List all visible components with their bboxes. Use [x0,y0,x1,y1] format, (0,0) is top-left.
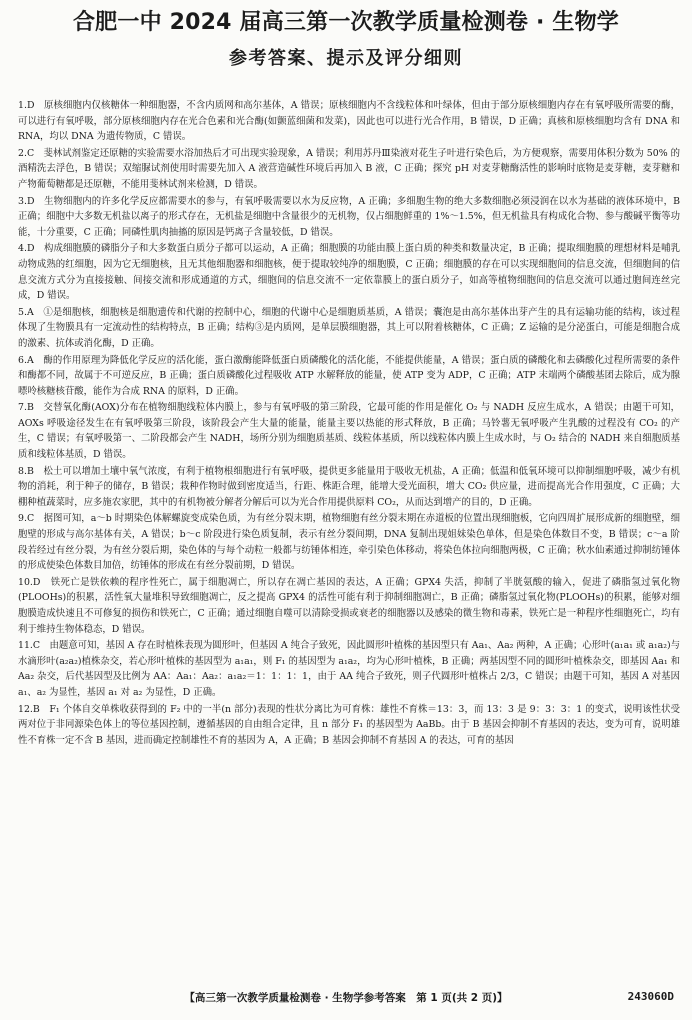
document-title: 合肥一中 2024 届高三第一次教学质量检测卷 · 生物学 [72,10,620,35]
page-footer [0,990,692,1008]
answer-item-12: 12.B F₁ 个体自交单株收获得到的 F₂ 中的一半(n 部分)表现的性状分离比为可育株：雄性不育株＝13：3，而 13：3 是 9：3：3：1 的变式，说明该性状受两对位于非同源染色体上的等位基因控制，遵循基因的自由组合定律，且 n 部分 F₁ 的基因型为 AaBb。由于 B 基因会抑制不育基因的表达，变为可育，说明雄性不育株一定不含 B 基因，进而确定控制雄性不育的基因为 A，A 正确；B 基因会抑制不育基因 A 的表达，可育的基因 [18,703,680,746]
answer-item-5: 5.A ①是细胞核，细胞核是细胞遗传和代谢的控制中心，细胞的代谢中心是细胞质基质，A 错误；囊泡是由高尔基体出芽产生的具有运输功能的结构，该过程体现了生物膜具有一定流动性的结构特点，B 正确；结构③是内质网，是单层膜细胞器，其上可以附着核糖体，C 正确；Z 运输的是分泌蛋白，可能是细胞合成的激素、抗体或消化酶，D 正确。 [18,306,680,349]
answer-item-3: 3.D 生物细胞内的许多化学反应都需要水的参与，有氧呼吸需要以水为反应物，A 正确；多细胞生物的绝大多数细胞必须浸润在以水为基础的液体环境中，B 正确；细胞中大多数无机盐以离子的形式存在，无机盐是细胞中含量很少的无机物，仅占细胞鲜重的 1%～1.5%，但无机盐具有构成化合物、参与酸碱平衡等功能，十分重要，C 正确；同磷性肌肉抽搐的原因是钙离子含量较低，D 错误。 [18,195,680,238]
answer-item-11: 11.C 由题意可知，基因 A 存在时植株表现为圆形叶，但基因 A 纯合子致死，因此圆形叶植株的基因型只有 Aa₁、Aa₂ 两种，A 正确；心形叶(a₁a₁ 或 a₁a₂)与水滴形叶(a₂a₂)植株杂交，若心形叶植株的基因型为 a₁a₁，则 F₁ 的基因型为 a₁a₂，均为心形叶植株，B 正确；两基因型不同的圆形叶植株杂交，即基因 Aa₁ 和 Aa₂ 杂交，后代基因型及比例为 AA：Aa₁：Aa₂：a₁a₂＝1：1：1：1，由于 AA 纯合子致死，则子代圆形叶植株占 2/3，C 错误；由题干可知，基因 A 对基因 a₁、a₂ 为显性，基因 a₁ 对 a₂ 为显性，D 正确。 [18,640,680,698]
answer-item-2: 2.C 斐林试剂鉴定还原糖的实验需要水浴加热后才可出现实验现象，A 错误；利用苏丹Ⅲ染液对花生子叶进行染色后，为方便观察，需要用体积分数为 50% 的酒精洗去浮色，B 错误；双缩脲试剂使用时需要先加入 A 液营造碱性环境后再加入 B 液，C 正确；探究 pH 对麦芽糖酶活性的影响时底物是麦芽糖，麦芽糖和产物葡萄糖都是还原糖，不能用斐林试剂来检测，D 错误。 [18,147,680,190]
answer-item-9: 9.C 据图可知，a～b 时期染色体解螺旋变成染色质，为有丝分裂末期，植物细胞有丝分裂末期在赤道板的位置出现细胞板，它向四周扩展形成新的细胞壁，细胞壁的形成与高尔基体有关，A 错误；b～c 阶段进行染色质复制，表示有丝分裂间期，DNA 复制出现姐妹染色单体，但是染色体数目不变，B 错误；c～a 阶段若经过有丝分裂，为有丝分裂后期，染色体的与每个动粒一般都与纺锤体相连，牵引染色体移动，将染色体拉向细胞两极，C 正确；秋水仙素通过抑制纺锤体的形成使染色体数目加倍，纺锤体的形成在有丝分裂前期，D 错误。 [18,513,680,572]
footer-doc-code: 243060D [627,990,674,1003]
answer-list [18,98,680,976]
answer-item-4: 4.D 构成细胞膜的磷脂分子和大多数蛋白质分子都可以运动，A 正确；细胞膜的功能由膜上蛋白质的种类和数量决定，B 正确；提取细胞膜的理想材料是哺乳动物成熟的红细胞，因为它无细胞核，且无其他细胞器和细胞核，便于提取较纯净的细胞膜，C 正确；细胞膜的存在可以实现细胞间的信息交流，但细胞间的信息交流方式分为直接接触、间接交流和形成通道的方式，细胞间的信息交流不一定依靠膜上的蛋白质分子，如高等植物细胞间的信息交流可以通过胞间连丝完成，D 错误。 [18,243,680,302]
answer-item-6: 6.A 酶的作用原理为降低化学反应的活化能，蛋白激酶能降低蛋白质磷酸化的活化能，不能提供能量，A 错误；蛋白质的磷酸化和去磷酸化过程所需要的条件和酶都不同，故属于不可逆反应，B 正确；蛋白质磷酸化过程吸收 ATP 水解释放的能量，使 ATP 变为 ADP，C 正确；ATP 末端两个磷酸基团去除后，成为腺嘌呤核糖核苷酸，能作为合成 RNA 的原料，D 正确。 [18,354,680,397]
answer-item-10: 10.D 铁死亡是铁依赖的程序性死亡，属于细胞凋亡，所以存在凋亡基因的表达，A 正确；GPX4 失活，抑制了半胱氨酸的输入，促进了磷脂氢过氧化物(PLOOHs)的积累，活性氧大量堆积导致细胞凋亡，反之提高 GPX4 的活性可能有利于抑制细胞凋亡，B 正确；磷脂氢过氧化物(PLOOHs)的积累，能够对细胞膜造成快速且不可修复的损伤和铁死亡，C 正确；通过细胞自噬可以清除受损或衰老的细胞器以及感染的微生物和毒素，铁死亡是一种程序性细胞死亡，均有利于维持生物体稳态，D 错误。 [18,576,680,635]
answer-item-8: 8.B 松土可以增加土壤中氧气浓度，有利于植物根细胞进行有氧呼吸，提供更多能量用于吸收无机盐，A 正确；低温和低氧环境可以抑制细胞呼吸，减少有机物的消耗，利于种子的储存，B 错误；栽种作物时做到密度适当，行距、株距合理，能增大受光面积，增大 CO₂ 供应量，进而提高光合作用强度，C 正确；大棚种植蔬菜时，应多施农家肥，其中的有机物被分解者分解后可以为光合作用提供原料 CO₂，从而达到增产的目的，D 正确。 [18,465,680,508]
footer-page-info: 【高三第一次教学质量检测卷 · 生物学参考答案 第 1 页(共 2 页)】 [184,992,508,1004]
document-subtitle: 参考答案、提示及评分细则 [229,48,463,69]
answer-item-7: 7.B 交替氧化酶(AOX)分布在植物细胞线粒体内膜上，参与有氧呼吸的第三阶段，它最可能的作用是催化 O₂ 与 NADH 反应生成水，A 错误；由题干可知，AOXs 呼吸途径发生在有氧呼吸第三阶段，该阶段会产生大量的能量，能量主要以热能的形式释放，B 正确；马铃薯无氧呼吸产生乳酸的过程没有 CO₂ 的产生，C 错误；有氧呼吸第一、二阶段都会产生 NADH，场所分别为细胞质基质、线粒体基质，所以线粒体内膜上生成水时，与 O₂ 结合的 NADH 来自细胞质基质和线粒体基质，D 错误。 [18,402,680,461]
answer-item-1: 1.D 原核细胞内仅核糖体一种细胞器，不含内质网和高尔基体，A 错误；原核细胞内不含线粒体和叶绿体，但由于部分原核细胞内存在有氧呼吸所需要的酶，可以进行有氧呼吸，部分原核细胞内存在光合色素和光合酶(如颤蓝细菌和发菜)，因此也可以进行光合作用，B 错误，D 正确；真核和原核细胞均含有 DNA 和 RNA，均以 DNA 为遗传物质，C 错误。 [18,100,680,143]
